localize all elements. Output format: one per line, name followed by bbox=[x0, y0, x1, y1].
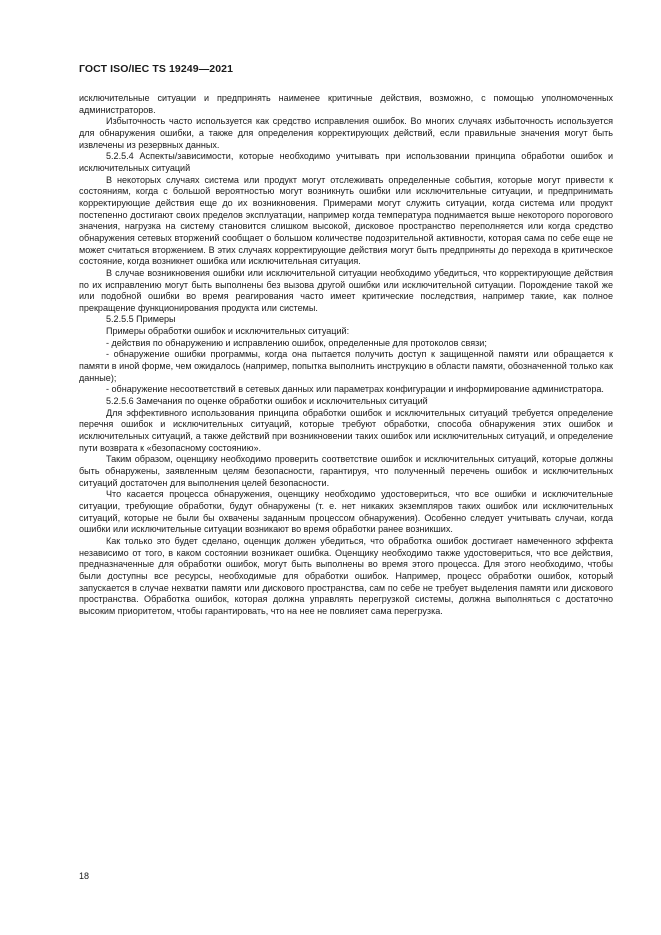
paragraph: Избыточность часто используется как средство исправления ошибок. Во многих случаях избыточность используется для обнаружения ошибки, а также для определения корректирующих действий, если правильные значения могут быть извлечены из резервных данных. bbox=[79, 116, 613, 150]
paragraph: В некоторых случаях система или продукт могут отслеживать определенные события, которые могут привести к состояниям, когда с большой вероятностью могут возникнуть ошибки или исключительные ситуации, и предпринимать корректирующие действия еще до их возникновения. Примерами могут служить ситуации, когда система или продукт постепенно достигают своих пределов эксплуатации, например когда температура поднимается выше некоторого порогового значения, нагрузка на систему становится слишком высокой, дисковое пространство переполняется или когда средство обнаружения сетевых вторжений сообщает о большом количестве подозрительной активности, которая сама по себе еще не может считаться вторжением. В этих случаях корректирующие действия могут быть предприняты до перехода в критическое состояние, когда возникнет ошибка или исключительная ситуация. bbox=[79, 174, 613, 267]
section-heading: 5.2.5.6 Замечания по оценке обработки ошибок и исключительных ситуаций bbox=[106, 396, 428, 407]
paragraph: В случае возникновения ошибки или исключительной ситуации необходимо убедиться, что корректирующие действия по их исправлению могут быть выполнены без вызова другой ошибки или исключительной ситуации. Порождение такой же или подобной ошибки во время реагирования часто имеет критические последствия, например такие, как полное прекращение функционирования продукта или системы. bbox=[79, 267, 613, 313]
list-item: - действия по обнаружению и исправлению ошибок, определенные для протоколов связи; bbox=[106, 337, 487, 348]
paragraph: Таким образом, оценщику необходимо проверить соответствие ошибок и исключительных ситуаций, которые должны быть обнаружены, заявленным целям безопасности, гарантируя, что полученный перечень ошибок и исключительных ситуаций достаточен для выполнения целей безопасности. bbox=[79, 454, 613, 488]
page-number: 18 bbox=[79, 871, 90, 881]
list-item: - обнаружение ошибки программы, когда она пытается получить доступ к защищенной памяти или обращается к памяти в иной форме, чем ожидалось (например, попытка выполнить инструкцию в области памяти, обозначенной только как данные); bbox=[79, 349, 613, 383]
paragraph: Для эффективного использования принципа обработки ошибок и исключительных ситуаций требуется определение перечня ошибок и исключительных ситуаций, которые требуют обработки, способа обнаружения этих ошибок и исключительных ситуаций, а также действий при возникновении таких ошибок или исключительных ситуаций, и определение пути возврата к «безопасному состоянию». bbox=[79, 407, 613, 453]
document-header: ГОСТ ISO/IEC TS 19249—2021 bbox=[79, 63, 234, 75]
paragraph: Как только это будет сделано, оценщик должен убедиться, что обработка ошибок достигает намеченного эффекта независимо от того, в каком состоянии возникает ошибка. Оценщику необходимо также удостовериться, что все действия, предназначенные для обработки ошибок, могут быть выполнены во время этого процесса. Для этого необходимо, чтобы были доступны все ресурсы, необходимые для обработки ошибок. Например, процесс обработки ошибок, который запускается в случае нехватки памяти или дискового пространства, сам по себе не требует выделения памяти или дискового пространства. Обработка ошибок, которая должна управлять перегрузкой системы, должна выполняться с достаточно высоким приоритетом, чтобы гарантировать, что на нее не повлияет сама перегрузка. bbox=[79, 535, 613, 616]
section-heading: 5.2.5.4 Аспекты/зависимости, которые необходимо учитывать при использовании принципа обработки ошибок и исключительных ситуаций bbox=[79, 151, 613, 173]
document-body bbox=[79, 93, 613, 618]
paragraph: исключительные ситуации и предпринять наименее критичные действия, возможно, с помощью уполномоченных администраторов. bbox=[79, 93, 613, 115]
paragraph: Что касается процесса обнаружения, оценщику необходимо удостовериться, что все ошибки и исключительные ситуации, требующие обработки, будут обнаружены (т. е. нет никаких экземпляров таких ошибок или исключительных ситуаций, которые не были бы охвачены заданным процессом обнаружения). Особенно следует учитывать случаи, когда ошибки или исключительные ситуации возникают во время обработки ранее возникших. bbox=[79, 489, 613, 535]
section-heading: 5.2.5.5 Примеры bbox=[106, 314, 176, 325]
list-item: - обнаружение несоответствий в сетевых данных или параметрах конфигурации и информирование администратора. bbox=[106, 384, 604, 395]
paragraph: Примеры обработки ошибок и исключительных ситуаций: bbox=[106, 326, 350, 337]
